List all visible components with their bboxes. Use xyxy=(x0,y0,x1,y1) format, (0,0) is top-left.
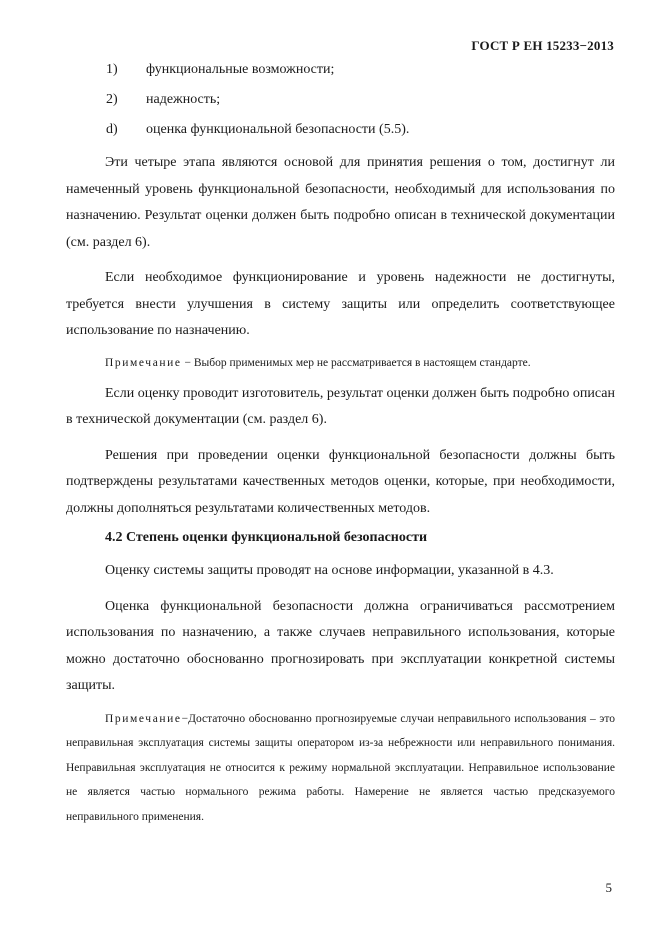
paragraph: Если необходимое функционирование и уровень надежности не достигнуты, требуется внести улучшения в систему защиты или определить соответствующее использование по назначению. xyxy=(66,270,615,338)
paragraph: Эти четыре этапа являются основой для принятия решения о том, достигнут ли намеченный уровень функциональной безопасности, необходимый для использования по назначению. Результат оценки должен быть подробно описан в технической документации (см. раздел 6). xyxy=(66,155,615,250)
note-text: Достаточно обоснованно прогнозируемые случаи неправильного использования – это неправильная эксплуатация системы защиты оператором из-за небрежности или неправильного понимания. Неправильная эксплуатация не относится к режиму нормальной эксплуатации. Неправильное использование не является частью нормального режима работы. Намерение не является частью предсказуемого неправильного применения. xyxy=(66,712,615,823)
note-label: Примечание xyxy=(105,356,182,369)
note-dash: − xyxy=(181,712,189,725)
paragraph: Если оценку проводит изготовитель, результат оценки должен быть подробно описан в технической документации (см. раздел 6). xyxy=(66,385,616,427)
list-item xyxy=(66,60,615,80)
paragraph: Оценку системы защиты проводят на основе информации, указанной в 4.3. xyxy=(105,563,554,578)
document-header-id: ГОСТ Р ЕН 15233−2013 xyxy=(471,38,614,53)
list-item xyxy=(66,90,615,110)
list-item-text: оценка функциональной безопасности (5.5). xyxy=(146,122,410,137)
paragraph: Оценка функциональной безопасности должна ограничиваться рассмотрением использования по назначению, а также случаев неправильного использования, которые можно достаточно обоснованно прогнозировать при эксплуатации конкретной системы защиты. xyxy=(66,598,615,693)
list-item-number: 1) xyxy=(106,62,118,77)
list-item xyxy=(66,120,615,140)
note xyxy=(66,351,615,375)
list-item-text: надежность; xyxy=(146,92,221,107)
note-label: Примечание xyxy=(105,712,182,725)
note-text: Выбор применимых мер не рассматривается в настоящем стандарте. xyxy=(193,356,531,369)
list-item-number: 2) xyxy=(106,92,118,107)
page-content xyxy=(66,60,615,829)
paragraph: Решения при проведении оценки функциональной безопасности должны быть подтверждены результатами качественных методов оценки, которые, при необходимости, должны дополняться результатами количественных методов. xyxy=(66,447,615,516)
list-item-number: d) xyxy=(106,122,118,137)
page-number: 5 xyxy=(605,880,612,895)
section-heading: 4.2 Степень оценки функциональной безопасности xyxy=(105,530,428,545)
note xyxy=(66,707,615,830)
note-dash: − xyxy=(181,356,194,369)
list-item-text: функциональные возможности; xyxy=(146,62,335,77)
